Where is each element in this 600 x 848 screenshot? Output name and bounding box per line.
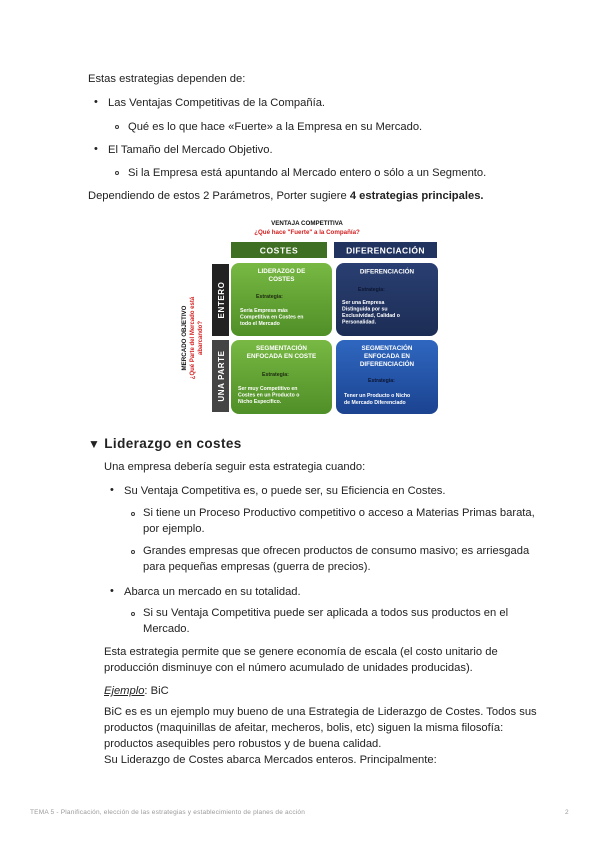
conditions-intro: Una empresa debería seguir esta estrategia cuando: [104,461,366,473]
q4-title-1: SEGMENTACIÓN [361,345,413,352]
section-title: Liderazgo en costes [104,436,242,451]
q3-text-1: Ser muy Competitivo en [238,386,298,392]
q2-text-1: Ser una Empresa [342,300,385,306]
q3-title-2: ENFOCADA EN COSTE [246,353,317,360]
list-subitem: Si tiene un Proceso Productivo competitivo o acceso a Materias Primas barata, [143,507,535,519]
sub-bullet-circle [131,550,135,554]
q1-title-2: COSTES [268,276,295,283]
q4-title-2: ENFOCADA EN [364,353,410,360]
bullet-dot: • [94,96,98,108]
example-line [104,683,169,699]
row-una-parte: UNA PARTE [217,350,226,402]
q2-text-3: Exclusividad, Calidad o [342,313,400,319]
list-item: Su Ventaja Competitiva es, o puede ser, su Eficiencia en Costes. [124,485,446,497]
q1-text-1: Sería Empresa más [240,308,288,314]
q2-title-1: DIFERENCIACIÓN [359,268,415,276]
q2-text-2: Distinguida por su [342,306,388,313]
bullet-dot: • [94,143,98,155]
q4-text-2: de Mercado Diferenciado [344,400,406,406]
q1-label: Estrategia: [256,294,283,300]
list-subitem-cont: para pequeñas empresas (guerra de precios). [143,561,371,573]
sub-bullet-circle [131,612,135,616]
porter-bold: 4 estrategias principales. [349,190,484,202]
bullet-dot: • [110,585,114,597]
q3-text-2: Costes en un Producto o [238,392,300,399]
porter-matrix-figure [176,216,438,416]
side-subtitle-2: abarcando? [198,320,204,356]
q1-text-3: todo el Mercado [240,321,280,327]
sub-bullet-circle [115,125,119,129]
intro-text: Estas estrategias dependen de: [88,73,246,85]
bic-paragraph-2: productos (maquinillas de afeitar, mecheros, bolis, etc) siguen la misma filosofía: [104,722,504,734]
sub-bullet-circle [115,171,119,175]
list-item: El Tamaño del Mercado Objetivo. [108,144,273,156]
q3-text-3: Nicho Específico. [238,399,282,405]
collapse-triangle-icon[interactable]: ▼ [88,437,101,451]
section-toggle-liderazgo[interactable] [88,436,242,451]
list-subitem: Si la Empresa está apuntando al Mercado entero o sólo a un Segmento. [128,167,487,179]
list-subitem: Qué es lo que hace «Fuerte» a la Empresa en su Mercado. [128,121,423,133]
q2-label: Estrategia: [358,287,385,293]
example-value: : BiC [144,685,169,697]
list-subitem: Grandes empresas que ofrecen productos de consumo masivo; es arriesgada [143,545,530,557]
q4-title-3: DIFERENCIACIÓN [359,361,415,368]
scale-paragraph-2: producción disminuye con el número acumulado de unidades producidas). [104,662,473,674]
bullet-dot: • [110,484,114,496]
side-subtitle-1: ¿Qué Parte del Mercado está [190,296,196,380]
header-diferenciacion: DIFERENCIACIÓN [346,245,425,256]
footer-title: TEMA 5 - Planificación, elección de las estrategias y establecimiento de planes de acción [30,809,306,816]
q4-text-1: Tener un Producto o Nicho [344,393,411,399]
page-number: 2 [565,809,569,816]
scale-paragraph-1: Esta estrategia permite que se genere economía de escala (el costo unitario de [104,646,498,658]
bic-paragraph-4: Su Liderazgo de Costes abarca Mercados enteros. Principalmente: [104,754,437,766]
q3-title-1: SEGMENTACIÓN [256,345,307,352]
list-item: Abarca un mercado en su totalidad. [124,586,301,598]
list-item: Las Ventajas Competitivas de la Compañía. [108,97,326,109]
q1-text-2: Competitiva en Costes en [240,314,304,321]
bic-paragraph-1: BiC es es un ejemplo muy bueno de una Estrategia de Liderazgo de Costes. Todos sus [104,706,537,718]
bic-paragraph-3: productos asequibles pero robustos y de buena calidad. [104,738,382,750]
example-label: Ejemplo [104,685,145,697]
list-subitem-cont: Mercado. [143,623,190,635]
porter-text: Dependiendo de estos 2 Parámetros, Porter sugiere [88,190,350,202]
list-subitem: Si su Ventaja Competitiva puede ser aplicada a todos sus productos en el [143,607,509,619]
q4-label: Estrategia: [368,378,395,384]
q1-title-1: LIDERAZGO DE [257,268,306,275]
row-entero: ENTERO [217,281,226,319]
q3-label: Estrategia: [262,372,289,378]
side-title: MERCADO OBJETIVO [181,305,188,371]
list-subitem-cont: por ejemplo. [143,523,205,535]
q2-text-4: Personalidad. [342,319,377,326]
matrix-title: VENTAJA COMPETITIVA [271,220,343,227]
porter-paragraph [88,188,484,204]
header-costes: COSTES [259,245,299,256]
matrix-subtitle: ¿Qué hace "Fuerte" a la Compañía? [254,229,360,236]
sub-bullet-circle [131,512,135,516]
